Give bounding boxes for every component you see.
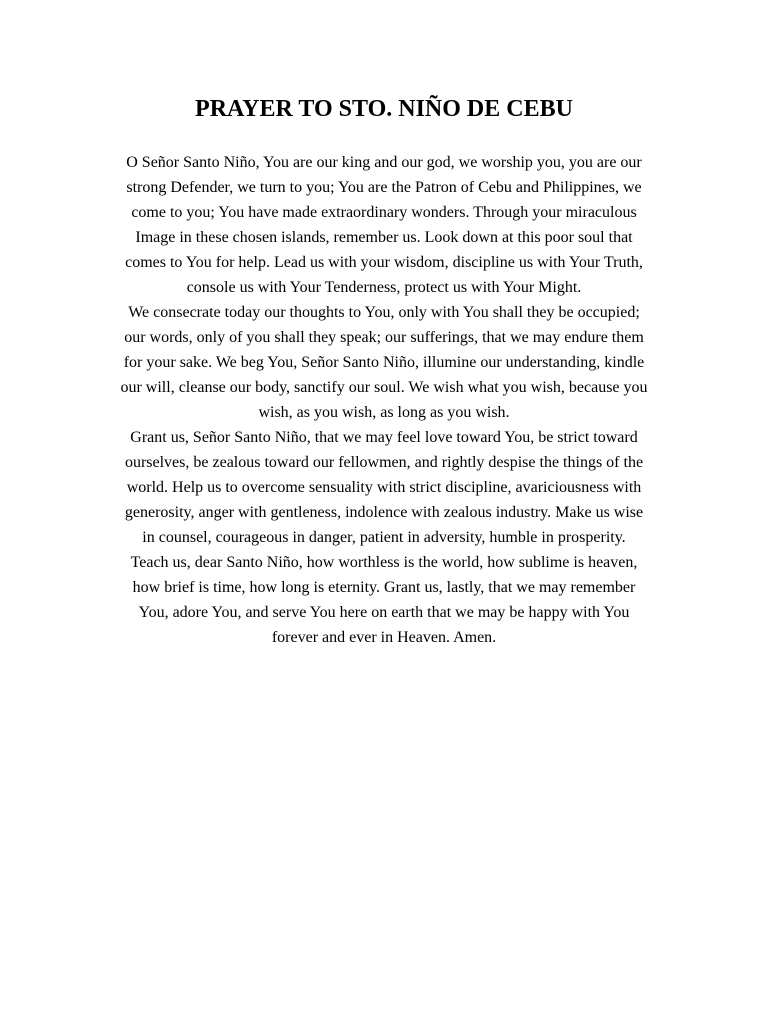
prayer-line: We consecrate today our thoughts to You, only with You shall they be occupied; — [128, 304, 640, 321]
document-title: PRAYER TO STO. NIÑO DE CEBU — [195, 96, 573, 122]
prayer-line: world. Help us to overcome sensuality with strict discipline, avariciousness with — [126, 479, 642, 496]
prayer-line: our will, cleanse our body, sanctify our soul. We wish what you wish, because you — [120, 379, 648, 396]
prayer-line: how brief is time, how long is eternity. Grant us, lastly, that we may remember — [132, 579, 636, 596]
prayer-line: Grant us, Señor Santo Niño, that we may feel love toward You, be strict toward — [130, 429, 638, 446]
prayer-line: our words, only of you shall they speak; our sufferings, that we may endure them — [124, 329, 644, 346]
prayer-line: Image in these chosen islands, remember us. Look down at this poor soul that — [135, 229, 633, 246]
prayer-line: generosity, anger with gentleness, indolence with zealous industry. Make us wise — [124, 504, 644, 521]
prayer-line: You, adore You, and serve You here on earth that we may be happy with You — [138, 604, 630, 621]
prayer-line: ourselves, be zealous toward our fellowmen, and rightly despise the things of the — [124, 454, 644, 471]
prayer-line: Teach us, dear Santo Niño, how worthless is the world, how sublime is heaven, — [130, 554, 638, 571]
prayer-line: come to you; You have made extraordinary wonders. Through your miraculous — [131, 204, 637, 221]
prayer-line: console us with Your Tenderness, protect us with Your Might. — [186, 279, 582, 296]
prayer-line: for your sake. We beg You, Señor Santo Niño, illumine our understanding, kindle — [123, 354, 645, 371]
prayer-text — [60, 150, 708, 650]
prayer-line: in counsel, courageous in danger, patient in adversity, humble in prosperity. — [142, 529, 626, 546]
prayer-line: comes to You for help. Lead us with your wisdom, discipline us with Your Truth, — [125, 254, 643, 271]
prayer-line: O Señor Santo Niño, You are our king and our god, we worship you, you are our — [126, 154, 642, 171]
prayer-line: strong Defender, we turn to you; You are the Patron of Cebu and Philippines, we — [126, 179, 642, 196]
prayer-line: forever and ever in Heaven. Amen. — [271, 629, 497, 646]
prayer-line: wish, as you wish, as long as you wish. — [258, 404, 510, 421]
